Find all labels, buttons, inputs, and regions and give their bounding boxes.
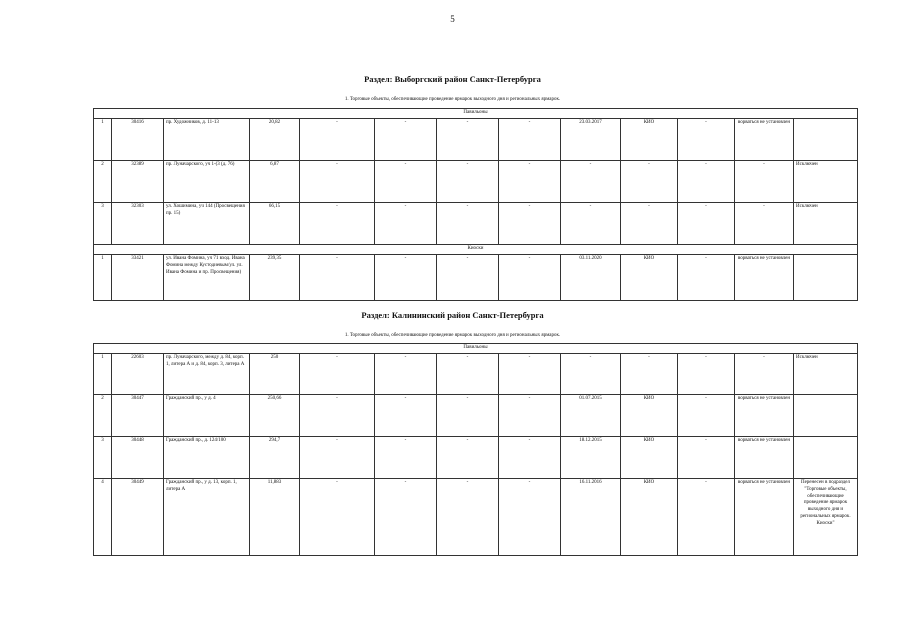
- status-cell: -: [735, 161, 794, 203]
- cell: -: [375, 395, 437, 437]
- note-cell: [794, 255, 858, 301]
- cell: -: [375, 354, 437, 395]
- cell: -: [437, 437, 499, 479]
- row-number: 1: [94, 119, 112, 161]
- object-id: 33421: [112, 255, 164, 301]
- objects-table-kalininsky: [93, 343, 858, 556]
- section-subtitle: 1. Торговые объекты, обеспечивающие проведение ярмарок выходного дня и региональных ярмарок.: [344, 333, 561, 338]
- table-row: [94, 203, 858, 245]
- row-number: 3: [94, 437, 112, 479]
- status-cell: ворваться не установлен: [735, 255, 794, 301]
- org-cell: КИО: [621, 479, 678, 556]
- cell: -: [300, 203, 375, 245]
- note-cell: [794, 119, 858, 161]
- category-header: Киоски: [94, 245, 858, 255]
- category-header: Павильоны: [94, 344, 858, 354]
- cell: -: [678, 354, 735, 395]
- date-cell: 18.12.2015: [561, 437, 621, 479]
- cell: -: [437, 255, 499, 301]
- date-cell: -: [561, 354, 621, 395]
- cell: -: [300, 395, 375, 437]
- table-row: [94, 437, 858, 479]
- org-cell: КИО: [621, 255, 678, 301]
- cell: -: [375, 479, 437, 556]
- table-row: [94, 119, 858, 161]
- object-address: ул. Хошимина, уч 144 (Просвещения пр. 15): [164, 203, 250, 245]
- object-area: 250,66: [250, 395, 300, 437]
- row-number: 4: [94, 479, 112, 556]
- note-cell: Исключен: [794, 203, 858, 245]
- object-address: пр. Художников, д. 11-13: [164, 119, 250, 161]
- row-number: 2: [94, 395, 112, 437]
- cell: -: [678, 479, 735, 556]
- status-cell: ворваться не установлен: [735, 437, 794, 479]
- cell: -: [300, 119, 375, 161]
- cell: -: [437, 479, 499, 556]
- note-cell: Исключен: [794, 161, 858, 203]
- object-id: 30416: [112, 119, 164, 161]
- cell: -: [375, 255, 437, 301]
- row-number: 2: [94, 161, 112, 203]
- cell: -: [499, 203, 561, 245]
- org-cell: -: [621, 161, 678, 203]
- org-cell: КИО: [621, 437, 678, 479]
- section-subtitle: 1. Торговые объекты, обеспечивающие проведение ярмарок выходного дня и региональных ярмарок.: [344, 97, 561, 102]
- date-cell: 03.11.2020: [561, 255, 621, 301]
- object-id: 32303: [112, 203, 164, 245]
- note-cell: Исключен: [794, 354, 858, 395]
- table-row: [94, 161, 858, 203]
- cell: -: [375, 119, 437, 161]
- object-area: 239,35: [250, 255, 300, 301]
- cell: -: [437, 161, 499, 203]
- status-cell: ворваться не установлен: [735, 479, 794, 556]
- object-id: 30447: [112, 395, 164, 437]
- note-cell: Перенесен в подраздел "Торговые объекты, обеспечивающие проведение ярмарок выходного дня и региональных ярмарок. Киоски": [794, 479, 858, 556]
- cell: -: [437, 354, 499, 395]
- object-address: ул. Ивана Фомина, уч 71 вход. Ивана Фомина между Кустодиевым/ул. ул. Ивана Фомина и пр. Просвещения): [164, 255, 250, 301]
- cell: -: [678, 119, 735, 161]
- cell: -: [678, 395, 735, 437]
- status-cell: ворваться не установлен: [735, 395, 794, 437]
- object-id: 22603: [112, 354, 164, 395]
- cell: -: [437, 395, 499, 437]
- org-cell: -: [621, 354, 678, 395]
- row-number: 1: [94, 354, 112, 395]
- cell: -: [499, 437, 561, 479]
- cell: -: [499, 255, 561, 301]
- org-cell: КИО: [621, 119, 678, 161]
- cell: -: [375, 437, 437, 479]
- section-title: Раздел: Калининский район Санкт-Петербурга: [361, 310, 544, 320]
- date-cell: 16.11.2016: [561, 479, 621, 556]
- date-cell: -: [561, 161, 621, 203]
- date-cell: 01.07.2015: [561, 395, 621, 437]
- object-area: 6,87: [250, 161, 300, 203]
- cell: -: [678, 203, 735, 245]
- date-cell: -: [561, 203, 621, 245]
- date-cell: 23.03.2017: [561, 119, 621, 161]
- cell: -: [375, 161, 437, 203]
- object-address: пр. Луначарского, уч 1-(3 (д. 76): [164, 161, 250, 203]
- objects-table-vyborgsky: [93, 108, 858, 301]
- object-address: Гражданский пр., д. 124/100: [164, 437, 250, 479]
- object-address: Гражданский пр., у д. 13, корп. 1, литера А: [164, 479, 250, 556]
- cell: -: [499, 395, 561, 437]
- row-number: 3: [94, 203, 112, 245]
- object-id: 30448: [112, 437, 164, 479]
- object-area: 294,7: [250, 437, 300, 479]
- status-cell: -: [735, 203, 794, 245]
- org-cell: КИО: [621, 395, 678, 437]
- object-area: 20,82: [250, 119, 300, 161]
- cell: -: [437, 119, 499, 161]
- object-id: 32389: [112, 161, 164, 203]
- object-area: 250: [250, 354, 300, 395]
- category-header: Павильоны: [94, 109, 858, 119]
- table-row: [94, 354, 858, 395]
- cell: -: [300, 255, 375, 301]
- table-row: [94, 479, 858, 556]
- cell: -: [300, 354, 375, 395]
- cell: -: [499, 161, 561, 203]
- cell: -: [678, 255, 735, 301]
- row-number: 1: [94, 255, 112, 301]
- page-number: 5: [450, 14, 455, 24]
- cell: -: [300, 161, 375, 203]
- cell: -: [499, 119, 561, 161]
- section-title: Раздел: Выборгский район Санкт-Петербурга: [364, 74, 541, 84]
- object-id: 30449: [112, 479, 164, 556]
- object-address: пр. Луначарского, между д. 84, корп. 1, литера А и д. 84, корп. 3, литера А: [164, 354, 250, 395]
- cell: -: [437, 203, 499, 245]
- table-row: [94, 395, 858, 437]
- cell: -: [300, 479, 375, 556]
- org-cell: -: [621, 203, 678, 245]
- object-address: Гражданский пр., у д. 4: [164, 395, 250, 437]
- object-area: 66,15: [250, 203, 300, 245]
- object-area: 11,883: [250, 479, 300, 556]
- note-cell: [794, 395, 858, 437]
- status-cell: ворваться не установлен: [735, 119, 794, 161]
- table-row: [94, 255, 858, 301]
- cell: -: [678, 161, 735, 203]
- note-cell: [794, 437, 858, 479]
- cell: -: [375, 203, 437, 245]
- cell: -: [499, 354, 561, 395]
- cell: -: [678, 437, 735, 479]
- status-cell: -: [735, 354, 794, 395]
- cell: -: [499, 479, 561, 556]
- cell: -: [300, 437, 375, 479]
